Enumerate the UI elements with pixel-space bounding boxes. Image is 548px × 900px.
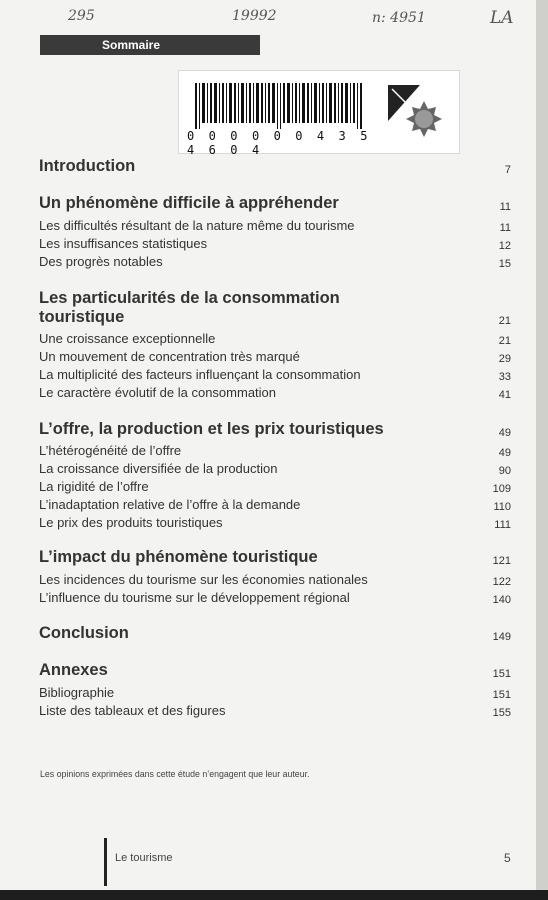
toc-item[interactable] <box>39 479 511 495</box>
footer-page-number: 5 <box>504 851 511 865</box>
disclaimer-note: Les opinions exprimées dans cette étude n’engagent que leur auteur. <box>40 769 310 779</box>
toc-page-number: 12 <box>498 240 511 252</box>
footer-rule <box>104 838 107 886</box>
section-header-label: Sommaire <box>102 38 161 52</box>
toc-page-number: 90 <box>498 465 511 477</box>
toc-section-1[interactable] <box>39 194 511 213</box>
toc-section-2[interactable] <box>39 289 511 327</box>
page-edge <box>536 0 548 900</box>
toc-page-number: 151 <box>492 668 511 680</box>
toc-item-label: La rigidité de l’offre <box>39 479 149 494</box>
toc-section-4[interactable] <box>39 548 511 567</box>
toc-item[interactable] <box>39 236 511 252</box>
handwritten-note-ref: n: 4951 <box>372 10 426 26</box>
toc-item-label: L’influence du tourisme sur le développement régional <box>39 590 350 605</box>
toc-page-number: 121 <box>492 555 511 567</box>
toc-entry-annexes[interactable] <box>39 661 511 680</box>
toc-section-title: Annexes <box>39 661 108 679</box>
toc-section-3[interactable] <box>39 420 511 439</box>
toc-section-title: Introduction <box>39 157 136 175</box>
toc-item-label: Liste des tableaux et des figures <box>39 703 226 718</box>
barcode-number: 0 0 0 0 0 0 4 3 5 4 6 0 4 <box>187 129 372 157</box>
toc-item-label: Le caractère évolutif de la consommation <box>39 385 277 400</box>
toc-item[interactable] <box>39 572 511 588</box>
toc-page-number: 149 <box>492 631 511 643</box>
toc-page-number: 21 <box>498 315 511 327</box>
toc-page-number: 122 <box>492 576 511 588</box>
toc-item[interactable] <box>39 443 511 459</box>
toc-page-number: 11 <box>499 201 511 213</box>
toc-item-label: Les difficultés résultant de la nature même du tourisme <box>39 218 355 233</box>
toc-page-number: 49 <box>498 447 511 459</box>
toc-page-number: 49 <box>498 427 511 439</box>
toc-item[interactable] <box>39 385 511 401</box>
toc-item[interactable] <box>39 685 511 701</box>
toc-page-number: 7 <box>504 164 511 176</box>
toc-page-number: 29 <box>498 353 511 365</box>
toc-item-label: Une croissance exceptionnelle <box>39 331 216 346</box>
toc-item-label: L’inadaptation relative de l’offre à la demande <box>39 497 301 512</box>
toc-item[interactable] <box>39 349 511 365</box>
toc-item-label: Des progrès notables <box>39 254 163 269</box>
toc-page-number: 151 <box>492 689 511 701</box>
toc-item[interactable] <box>39 367 511 383</box>
handwritten-note-corner: LA <box>490 8 514 28</box>
toc-section-title: L’impact du phénomène touristique <box>39 548 318 566</box>
toc-section-title: Un phénomène difficile à appréhender <box>39 194 339 212</box>
scan-border <box>0 890 548 900</box>
handwritten-note-left: 295 <box>68 8 95 24</box>
toc-item-label: Les incidences du tourisme sur les économies nationales <box>39 572 368 587</box>
toc-item-label: Bibliographie <box>39 685 115 700</box>
toc-item[interactable] <box>39 590 511 606</box>
toc-item-label: Le prix des produits touristiques <box>39 515 223 530</box>
toc-page-number: 140 <box>492 594 511 606</box>
toc-item[interactable] <box>39 497 511 513</box>
footer-book-title: Le tourisme <box>115 852 173 864</box>
toc-entry-introduction[interactable] <box>39 157 511 176</box>
toc-item[interactable] <box>39 515 511 531</box>
toc-page-number: 41 <box>498 389 511 401</box>
toc-section-title-line2: touristique <box>39 308 125 326</box>
toc-entry-conclusion[interactable] <box>39 624 511 643</box>
toc-item[interactable] <box>39 218 511 234</box>
handwritten-note-middle: 19992 <box>232 8 277 24</box>
toc-item-label: Les insuffisances statistiques <box>39 236 208 251</box>
toc-item[interactable] <box>39 254 511 270</box>
toc-section-title: Les particularités de la consommation <box>39 289 340 307</box>
toc-item-label: La croissance diversifiée de la production <box>39 461 278 476</box>
toc-page-number: 15 <box>498 258 511 270</box>
toc-page-number: 155 <box>492 707 511 719</box>
toc-section-title: Conclusion <box>39 624 129 642</box>
toc-page-number: 21 <box>498 335 511 347</box>
toc-item-label: L’hétérogénéité de l’offre <box>39 443 182 458</box>
toc-page-number: 33 <box>498 371 511 383</box>
toc-page-number: 109 <box>492 483 511 495</box>
toc-item[interactable] <box>39 331 511 347</box>
toc-page-number: 11 <box>499 222 511 234</box>
toc-item-label: La multiplicité des facteurs influençant la consommation <box>39 367 361 382</box>
toc-page-number: 111 <box>494 519 511 531</box>
toc-page-number: 110 <box>493 501 511 513</box>
toc-item[interactable] <box>39 461 511 477</box>
toc-item-label: Un mouvement de concentration très marqué <box>39 349 300 364</box>
toc-item[interactable] <box>39 703 511 719</box>
toc-section-title: L’offre, la production et les prix touristiques <box>39 420 384 438</box>
